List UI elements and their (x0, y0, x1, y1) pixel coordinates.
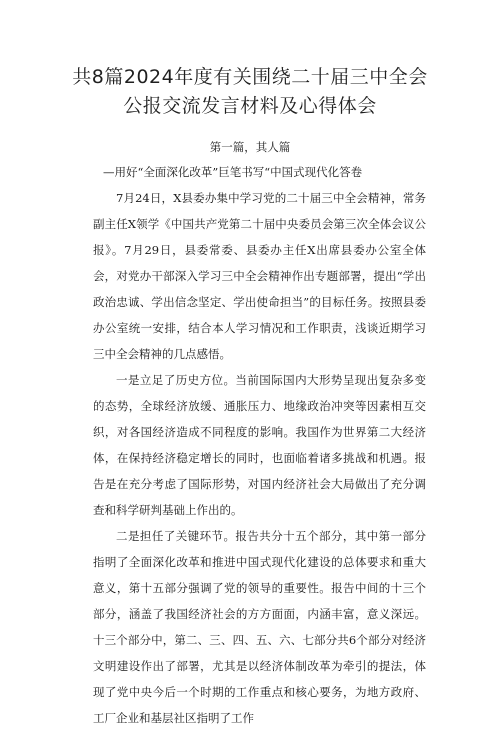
section-heading: 第一篇，其人篇 (209, 140, 291, 154)
paragraph-point-2: 二是担任了关键环节。报告共分十五个部分，其中第一部分指明了全面深化改革和推进中国式现代化建设的总体要求和重大意义，第十五部分强调了党的领导的重要性。报告中间的十三个部分，涵盖了我国经济社会的方方面面，内涵丰富，意义深远。十三个部分中，第二、三、四、五、六、七部分共6个部分对经济文明建设作出了部署，尤其是以经济体制改革为牵引的提法，体现了党中央今后一个时期的工作重点和核心要务，为地方政府、工厂企业和基层社区指明了工作 (93, 529, 426, 725)
document-title-line-2: 公报交流发言材料及心得体会 (123, 95, 377, 117)
paragraph-point-1: 一是立足了历史方位。当前国际国内大形势呈现出复杂多变的态势，全球经济放缓、通胀压力、地缘政治冲突等因素相互交织，对各国经济造成不同程度的影响。我国作为世界第二大经济体，在保持经济稳定增长的同时，也面临着诸多挑战和机遇。报告是在充分考虑了国际形势，对国内经济社会大局做出了充分调查和科学研判基础上作出的。 (93, 373, 426, 517)
paragraph-intro: 7月24日，X县委办集中学习党的二十届三中全会精神，常务副主任X领学《中国共产党第二十届中央委员会第三次全体会议公报》。7月29日，县委常委、县委办主任X出席县委办公室全体会，对党办干部深入学习三中全会精神作出专题部署，提出“学出政治忠诚、学出信念坚定、学出使命担当”的目标任务。按照县委办公室统一安排，结合本人学习情况和工作职责，浅谈近期学习三中全会精神的几点感悟。 (93, 191, 426, 361)
section-subtitle: —用好“全面深化改革”巨笔书写“中国式现代化答卷 (103, 165, 363, 179)
body-text (93, 185, 426, 731)
document-title-line-1: 共8篇2024年度有关围绕二十届三中全会 (72, 66, 428, 88)
